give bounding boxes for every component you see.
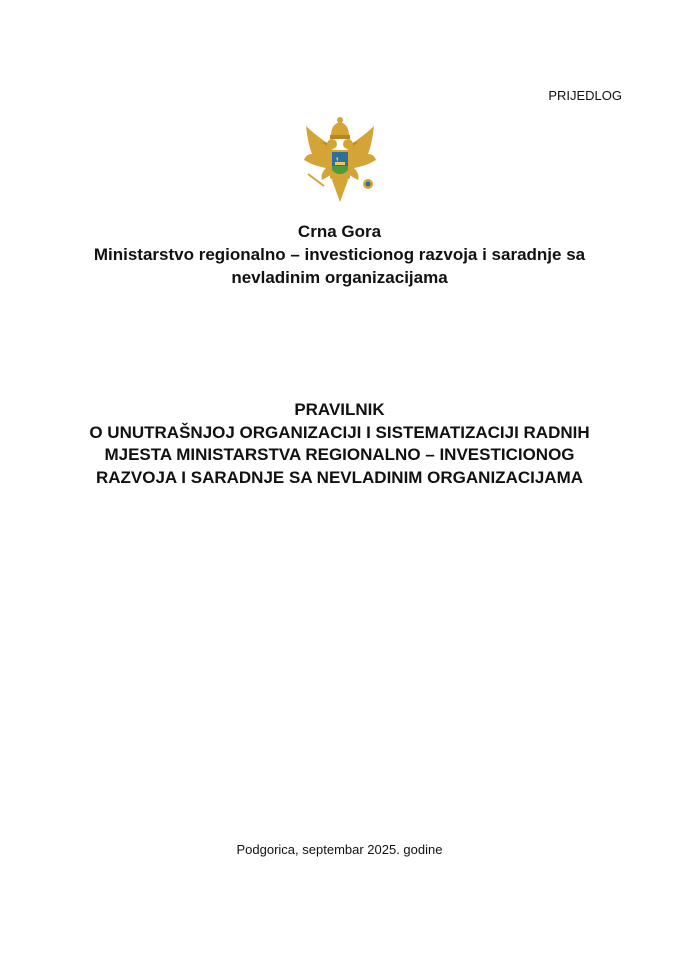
document-header	[0, 220, 679, 289]
title-line1: PRAVILNIK	[294, 400, 385, 419]
ministry-name-line1: Ministarstvo regionalno – investicionog razvoja i saradnje sa	[93, 245, 586, 264]
title-line2: O UNUTRAŠNJOJ ORGANIZACIJI I SISTEMATIZACIJI RADNIH	[89, 422, 590, 442]
country-name: Crna Gora	[297, 222, 382, 241]
title-line4: RAZVOJA I SARADNJE SA NEVLADINIM ORGANIZACIJAMA	[95, 468, 584, 488]
place-and-date: Podgorica, septembar 2025. godine	[236, 842, 443, 857]
ministry-name-line2: nevladinim organizacijama	[231, 268, 448, 287]
document-title	[0, 399, 679, 490]
title-line3: MJESTA MINISTARSTVA REGIONALNO – INVESTICIONOG	[104, 445, 575, 465]
coat-of-arms-emblem	[302, 116, 378, 206]
eagle-icon	[302, 116, 378, 206]
draft-label: PRIJEDLOG	[548, 88, 622, 103]
